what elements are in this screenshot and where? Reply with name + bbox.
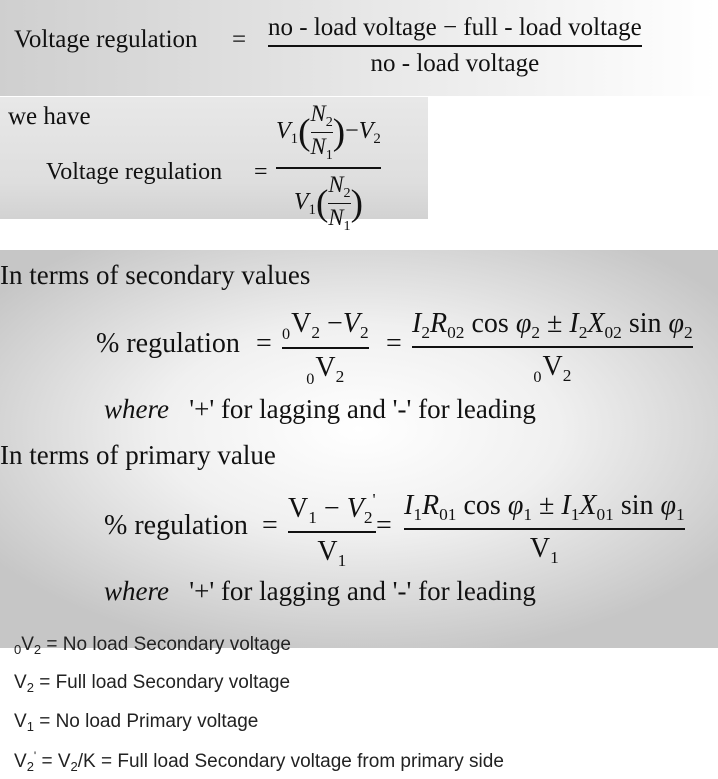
definition-item: $V_2$ = Full load Secondary voltage xyxy=(14,672,291,695)
definition-fraction xyxy=(268,14,642,78)
definition-item: $_0V_2 = No$ load Secondary voltage xyxy=(14,634,291,657)
formulas-panel xyxy=(0,250,718,648)
ratio-fraction xyxy=(276,101,381,235)
equals-sign-4: = xyxy=(376,510,392,541)
secondary-fraction-right: $\frac{I_2R_{02} \cos \varphi_2 \pm I_2X_{02} \sin \varphi_2}{_0V_2}$ xyxy=(412,308,693,387)
we-have-panel xyxy=(0,97,428,234)
regulation-label: Voltage regulation xyxy=(14,26,198,53)
equals-sign-3: = xyxy=(262,510,278,541)
fraction-bar xyxy=(276,167,381,169)
equals-sign: = xyxy=(254,159,268,185)
numerator: no - load voltage − full - load voltage xyxy=(268,14,642,41)
fraction-bar xyxy=(268,45,642,47)
definition-panel xyxy=(0,0,716,96)
primary-where-note: where '+' for lagging and '-' for leading xyxy=(104,576,536,606)
definition-item: $V_2' = V_2/K$ = Full load Secondary voltage from primary side xyxy=(14,749,504,774)
denominator: $V_1$( $\frac{N_2}{N_1}$ ) xyxy=(293,171,363,234)
intro-text: we have xyxy=(8,103,91,130)
primary-fraction-left: $\frac{V_1 - V_2'}{V_1}$ xyxy=(288,490,376,571)
definition-item: $V_1 = No$ load Primary voltage xyxy=(14,711,259,734)
secondary-where-note: where '+' for lagging and '-' for leading xyxy=(104,394,536,424)
equals-sign-2: = xyxy=(386,328,402,359)
numerator: $V_1$( $\frac{N_2}{N_1}$ )$-V_2$ xyxy=(276,101,381,163)
secondary-fraction-left: $\frac{_0V_2 -V_2}{_0V_2}$ xyxy=(282,308,369,388)
equals-sign: = xyxy=(256,328,272,359)
primary-regulation-label: % regulation xyxy=(104,510,248,541)
secondary-regulation-label: % regulation xyxy=(96,328,240,359)
denominator: no - load voltage xyxy=(370,50,540,77)
equals-sign: = xyxy=(232,26,247,53)
regulation-label: Voltage regulation xyxy=(46,159,223,185)
primary-heading: In terms of primary value xyxy=(0,440,276,470)
primary-fraction-right: $\frac{I_1R_{01} \cos \varphi_1 \pm I_1X_{01} \sin \varphi_1}{V_1}$ xyxy=(404,490,685,568)
secondary-heading: In terms of secondary values xyxy=(0,260,311,290)
